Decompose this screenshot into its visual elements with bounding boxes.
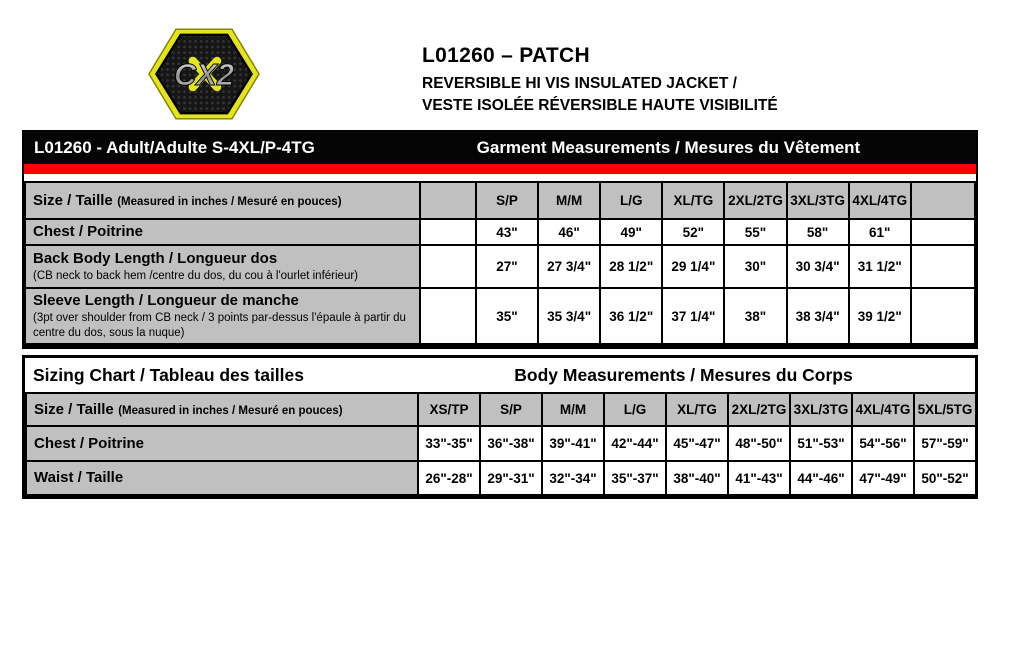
product-code-title: L01260 – PATCH — [422, 44, 590, 67]
size-header-cell: 4XL/4TG — [852, 393, 914, 426]
row-label-cell — [26, 461, 418, 495]
spacer-cell — [911, 288, 975, 344]
size-header-cell: 4XL/4TG — [849, 182, 911, 219]
value-cell: 28 1/2" — [600, 245, 662, 288]
row-label-cell — [25, 245, 420, 288]
value-cell: 35" — [476, 288, 538, 344]
spacer-cell — [420, 219, 476, 245]
value-cell: 26"-28" — [418, 461, 480, 495]
row-note: (3pt over shoulder from CB neck / 3 points par-dessus l'épaule à partir du centre du dos, sous la nuque) — [33, 312, 406, 339]
garment-measurements-section — [22, 130, 978, 349]
garment-size-header-row — [25, 182, 975, 219]
size-label: Size / Taille — [34, 400, 114, 418]
value-cell: 30 3/4" — [787, 245, 849, 288]
size-header-cell: L/G — [600, 182, 662, 219]
value-cell: 61" — [849, 219, 911, 245]
value-cell: 27 3/4" — [538, 245, 600, 288]
value-cell: 47"-49" — [852, 461, 914, 495]
size-note: (Measured in inches / Mesuré en pouces) — [118, 404, 343, 417]
size-header-cell: M/M — [542, 393, 604, 426]
product-title-block — [422, 44, 778, 117]
product-subtitle-en: REVERSIBLE HI VIS INSULATED JACKET / — [422, 75, 737, 92]
size-header-cell: 3XL/3TG — [787, 182, 849, 219]
spacer-cell — [420, 182, 476, 219]
sizing-chart-title: Sizing Chart / Tableau des tailles — [33, 364, 304, 385]
row-label: Back Body Length / Longueur dos — [33, 249, 278, 267]
value-cell: 52" — [662, 219, 724, 245]
spacer-cell — [911, 245, 975, 288]
body-size-header-row — [26, 393, 976, 426]
value-cell: 51"-53" — [790, 426, 852, 461]
garment-header-right: Garment Measurements / Mesures du Vêtement — [476, 138, 861, 157]
size-label-cell — [25, 182, 420, 219]
size-header-cell: 3XL/3TG — [790, 393, 852, 426]
size-header-cell: 2XL/2TG — [724, 182, 786, 219]
value-cell: 44"-46" — [790, 461, 852, 495]
size-header-cell: 2XL/2TG — [728, 393, 790, 426]
value-cell: 49" — [600, 219, 662, 245]
size-header-cell: L/G — [604, 393, 666, 426]
value-cell: 35 3/4" — [538, 288, 600, 344]
red-accent-stripe — [24, 164, 976, 174]
size-note: (Measured in inches / Mesuré en pouces) — [117, 195, 342, 208]
value-cell: 50"-52" — [914, 461, 976, 495]
value-cell: 37 1/4" — [662, 288, 724, 344]
row-label-cell — [25, 288, 420, 344]
size-header-cell: M/M — [538, 182, 600, 219]
size-header-cell: XL/TG — [662, 182, 724, 219]
value-cell: 32"-34" — [542, 461, 604, 495]
value-cell: 58" — [787, 219, 849, 245]
garment-header-left: L01260 - Adult/Adulte S-4XL/P-4TG — [34, 138, 315, 157]
size-header-cell: S/P — [476, 182, 538, 219]
size-header-cell: S/P — [480, 393, 542, 426]
logo-text: CX2 — [174, 57, 234, 93]
value-cell: 43" — [476, 219, 538, 245]
row-label: Chest / Poitrine — [33, 223, 144, 240]
garment-row-back-length — [25, 245, 975, 288]
garment-row-sleeve-length — [25, 288, 975, 344]
row-label: Chest / Poitrine — [34, 434, 145, 452]
value-cell: 35"-37" — [604, 461, 666, 495]
size-header-cell: 5XL/5TG — [914, 393, 976, 426]
value-cell: 36"-38" — [480, 426, 542, 461]
value-cell: 39"-41" — [542, 426, 604, 461]
value-cell: 41"-43" — [728, 461, 790, 495]
body-measurements-table — [25, 392, 977, 496]
size-label-cell — [26, 393, 418, 426]
row-note: (CB neck to back hem /centre du dos, du cou à l'ourlet inférieur) — [33, 269, 358, 282]
value-cell: 38" — [724, 288, 786, 344]
value-cell: 27" — [476, 245, 538, 288]
cx2-logo — [148, 27, 260, 126]
value-cell: 31 1/2" — [849, 245, 911, 288]
spacer-cell — [911, 182, 975, 219]
value-cell: 30" — [724, 245, 786, 288]
logo-hexagon — [148, 27, 260, 121]
value-cell: 54"-56" — [852, 426, 914, 461]
spacer-cell — [420, 288, 476, 344]
body-row-waist — [26, 461, 976, 495]
value-cell: 33"-35" — [418, 426, 480, 461]
product-subtitle-fr: VESTE ISOLÉE RÉVERSIBLE HAUTE VISIBILITÉ — [422, 97, 778, 114]
body-measurements-section — [22, 355, 978, 499]
row-label: Sleeve Length / Longueur de manche — [33, 292, 299, 310]
white-gap — [24, 174, 976, 181]
spacer-cell — [911, 219, 975, 245]
value-cell: 29"-31" — [480, 461, 542, 495]
garment-header-bar — [24, 132, 976, 164]
sizing-chart-header-bar — [25, 358, 975, 392]
size-header-cell: XL/TG — [666, 393, 728, 426]
value-cell: 55" — [724, 219, 786, 245]
value-cell: 39 1/2" — [849, 288, 911, 344]
value-cell: 45"-47" — [666, 426, 728, 461]
value-cell: 36 1/2" — [600, 288, 662, 344]
spacer-cell — [420, 245, 476, 288]
row-label: Waist / Taille — [34, 469, 124, 486]
garment-row-chest — [25, 219, 975, 245]
garment-measurements-table — [24, 181, 976, 345]
row-label-cell — [26, 426, 418, 461]
value-cell: 29 1/4" — [662, 245, 724, 288]
body-measurements-title: Body Measurements / Mesures du Corps — [514, 364, 853, 385]
value-cell: 42"-44" — [604, 426, 666, 461]
body-row-chest — [26, 426, 976, 461]
size-header-cell: XS/TP — [418, 393, 480, 426]
value-cell: 38 3/4" — [787, 288, 849, 344]
value-cell: 48"-50" — [728, 426, 790, 461]
value-cell: 38"-40" — [666, 461, 728, 495]
row-label-cell — [25, 219, 420, 245]
value-cell: 57"-59" — [914, 426, 976, 461]
size-label: Size / Taille — [33, 191, 113, 209]
value-cell: 46" — [538, 219, 600, 245]
